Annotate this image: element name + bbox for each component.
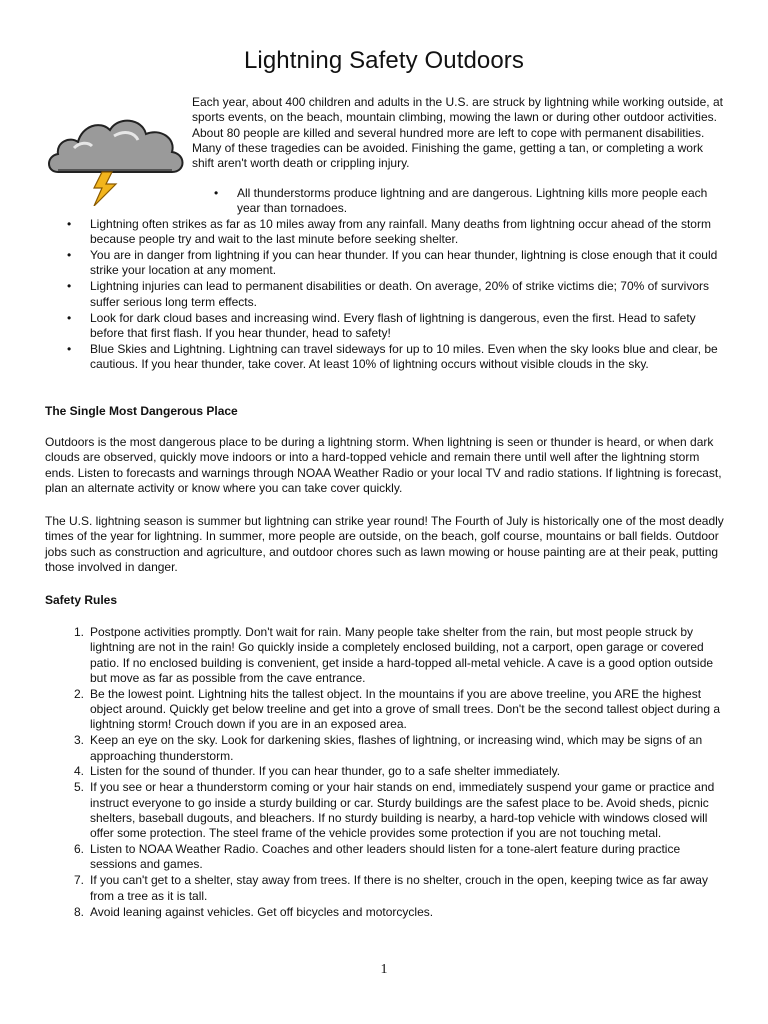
list-item bbox=[73, 904, 725, 920]
list-item bbox=[73, 764, 725, 779]
bullet-icon: • bbox=[67, 217, 72, 231]
list-item bbox=[73, 842, 725, 873]
list-number: 4. bbox=[73, 764, 84, 779]
list-number: 3. bbox=[73, 733, 84, 748]
section-heading-dangerous-place: The Single Most Dangerous Place bbox=[45, 404, 238, 418]
list-number: 5. bbox=[73, 780, 84, 795]
bullet-icon: • bbox=[67, 310, 72, 325]
list-number: 6. bbox=[73, 842, 84, 857]
list-item bbox=[67, 217, 725, 248]
paragraph-outdoors: Outdoors is the most dangerous place to be during a lightning storm. When lightning is seen or thunder is heard, or when dark clouds are observed, quickly move indoors or into a hard-topped vehicle and remain there until well after the lightning storm ends. Listen to forecasts and warnings through NOAA Weather Radio or your local TV and radio stations. If lightning is forecast, plan an alternate activity or know where you can take cover quickly. bbox=[45, 435, 722, 495]
page-number: 1 bbox=[380, 962, 388, 977]
safety-rules-list bbox=[73, 625, 725, 920]
list-item bbox=[67, 310, 725, 342]
list-item bbox=[73, 686, 725, 733]
storm-cloud-icon bbox=[44, 108, 190, 206]
list-item-text: Blue Skies and Lightning. Lightning can travel sideways for up to 10 miles. Even when the sky looks blue and clear, be cautious. If you hear thunder, take cover. At least 10% of lightning occurs without visible clouds in the sky. bbox=[90, 341, 718, 372]
bullet-icon: • bbox=[67, 341, 72, 356]
list-item-text: Avoid leaning against vehicles. Get off bicycles and motorcycles. bbox=[90, 904, 434, 919]
section-heading-safety-rules: Safety Rules bbox=[45, 593, 118, 607]
list-item bbox=[73, 733, 725, 764]
list-item-text: Be the lowest point. Lightning hits the tallest object. In the mountains if you are above treeline, you ARE the highest object around. Quickly get below treeline and get into a grove of small trees. Don't be the second tallest object during a lightning storm! Crouch down if you are in an exposed area. bbox=[90, 686, 720, 732]
bullet-icon: • bbox=[67, 279, 72, 294]
first-bullet-list bbox=[214, 186, 717, 217]
list-number: 8. bbox=[73, 904, 84, 919]
list-item bbox=[67, 248, 725, 279]
bullet-list bbox=[67, 217, 725, 373]
list-item-text: If you see or hear a thunderstorm coming or your hair stands on end, immediately suspend your game or practice and instruct everyone to go inside a sturdy building or car. Sturdy buildings are the safest place to be. Avoid sheds, picnic shelters, baseball dugouts, and bleachers. If no sturdy building is nearby, a hard-top vehicle with windows closed will offer some protection. The steel frame of the vehicle provides some protection if you are not touching metal. bbox=[90, 780, 715, 841]
list-item-text: Keep an eye on the sky. Look for darkening skies, flashes of lightning, or increasing wind, which may be signs of an approaching thunderstorm. bbox=[90, 733, 703, 763]
list-item-text: Listen for the sound of thunder. If you can hear thunder, go to a safe shelter immediately. bbox=[90, 764, 561, 779]
list-item-text: Listen to NOAA Weather Radio. Coaches and other leaders should listen for a tone-alert feature during practice sessions and games. bbox=[90, 842, 681, 872]
list-item-text: If you can't get to a shelter, stay away from trees. If there is no shelter, crouch in the open, keeping twice as far away from a tree as it is tall. bbox=[90, 873, 708, 903]
list-item bbox=[214, 186, 717, 217]
list-number: 2. bbox=[73, 686, 84, 701]
list-item bbox=[67, 341, 725, 373]
bullet-icon: • bbox=[67, 248, 72, 263]
list-item-text: Look for dark cloud bases and increasing wind. Every flash of lightning is dangerous, even the first. Head to safety before that first flash. If you hear thunder, head to safety! bbox=[90, 310, 696, 340]
list-item bbox=[67, 279, 725, 310]
list-number: 1. bbox=[73, 625, 84, 639]
list-item-text: Lightning injuries can lead to permanent disabilities or death. On average, 20% of strike victims die; 70% of survivors suffer serious long term effects. bbox=[90, 279, 709, 309]
list-number: 7. bbox=[73, 873, 84, 888]
paragraph-lightning-season: The U.S. lightning season is summer but lightning can strike year round! The Fourth of July is historically one of the most deadly times of the year for lightning. In summer, more people are outside, on the beach, golf course, mountains or ball fields. Outdoor jobs such as construction and agriculture, and outdoor chores such as lawn mowing or house painting are at their peak, putting those involved in danger. bbox=[45, 514, 724, 574]
list-item-text: All thunderstorms produce lightning and are dangerous. Lightning kills more people each year than tornadoes. bbox=[237, 186, 708, 216]
list-item-text: Lightning often strikes as far as 10 miles away from any rainfall. Many deaths from lightning occur ahead of the storm because people try and wait to the last minute before seeking shelter. bbox=[90, 217, 711, 247]
list-item-text: You are in danger from lightning if you can hear thunder. If you can hear thunder, lightning is close enough that it could strike your location at any moment. bbox=[90, 248, 718, 278]
list-item bbox=[73, 625, 725, 686]
intro-paragraph: Each year, about 400 children and adults in the U.S. are struck by lightning while working outside, at sports events, on the beach, mountain climbing, mowing the lawn or during other outdoor activities. About 80 people are killed and several hundred more are left to cope with permanent disabilities. Many of these tragedies can be avoided. Finishing the game, getting a tan, or completing a work shift aren't worth death or crippling injury. bbox=[192, 95, 723, 171]
list-item bbox=[73, 780, 725, 841]
page-title: Lightning Safety Outdoors bbox=[243, 47, 524, 74]
list-item bbox=[73, 873, 725, 904]
list-item-text: Postpone activities promptly. Don't wait for rain. Many people take shelter from the rain, but most people struck by lightning are not in the rain! Go quickly inside a completely enclosed building, not a carport, open garage or covered patio. If no enclosed building is convenient, get inside a hard-topped all-metal vehicle. A cave is a good option outside but move as far as possible from the cave entrance. bbox=[90, 625, 714, 685]
bullet-icon: • bbox=[214, 186, 219, 200]
